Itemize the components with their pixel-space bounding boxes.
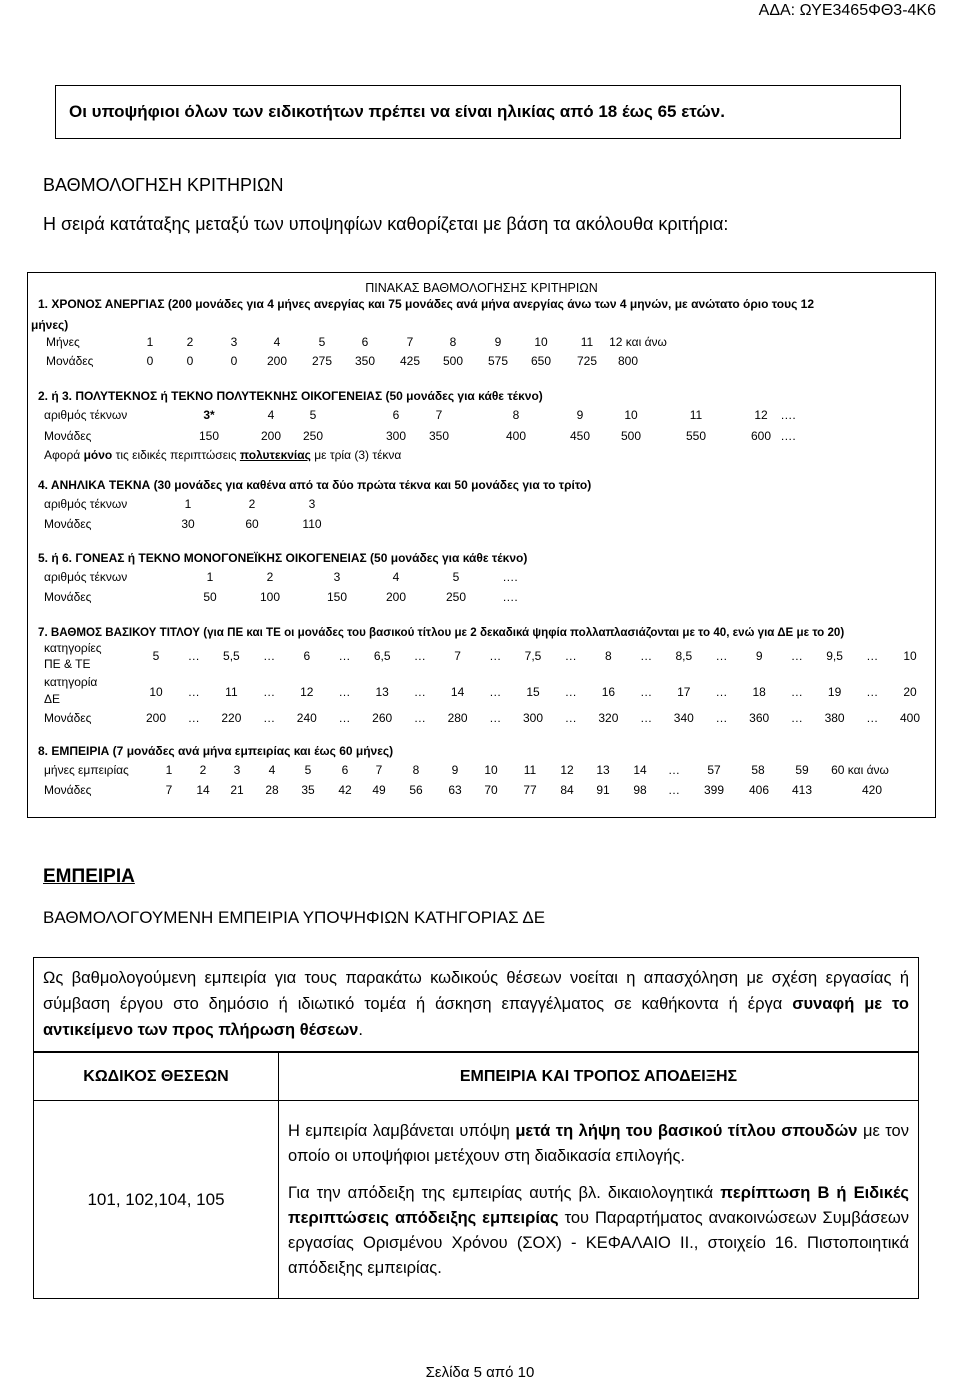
c7-row3-cell-19: … — [866, 711, 879, 725]
c8-row1-cell-2: 3 — [233, 763, 241, 777]
c8-row2-cell-3: 28 — [265, 783, 279, 797]
c7-row1-cell-16: 9 — [755, 649, 763, 663]
c8-row1-cell-16: 58 — [751, 763, 765, 777]
c8-row1-label: μήνες εμπειρίας — [44, 763, 129, 777]
c7-row2-label-a: κατηγορία — [44, 675, 98, 689]
c4-title: 4. ΑΝΗΛΙΚΑ ΤΕΚΝΑ (30 μονάδες για καθένα από τα δύο πρώτα τέκνα και 50 μονάδες για το τρίτο) — [38, 478, 592, 492]
c8-row1-cell-7: 8 — [412, 763, 420, 777]
experience-rule-paragraph: Η εμπειρία λαμβάνεται υπόψη μετά τη λήψη του βασικού τίτλου σπουδών με τον οποίο οι υποψήφιοι μετέχουν στη διαδικασία επιλογής. — [288, 1121, 909, 1165]
c8-row2-cell-9: 70 — [484, 783, 498, 797]
c7-row1-cell-3: … — [263, 649, 276, 663]
c1-row2-cell-3: 200 — [266, 354, 288, 368]
c4-row2-cell-1: 60 — [245, 517, 259, 531]
c7-row2-label-b: ΔΕ — [44, 692, 61, 706]
c5-row1-cell-5: …. — [502, 570, 518, 584]
position-codes: 101, 102,104, 105 — [34, 1101, 279, 1299]
c7-row3-cell-11: … — [564, 711, 577, 725]
c1-row1-cell-4: 5 — [318, 335, 326, 349]
c4-row2-label: Μονάδες — [44, 517, 92, 531]
c1-row2-cell-1: 0 — [186, 354, 194, 368]
c7-row3-cell-12: 320 — [598, 711, 619, 725]
c7-row3-cell-17: … — [790, 711, 803, 725]
c1-row2-cell-7: 500 — [442, 354, 464, 368]
c7-row2-cell-10: 15 — [526, 685, 540, 699]
c7-row3-cell-0: 200 — [145, 711, 167, 725]
c1-row1-cell-6: 7 — [406, 335, 414, 349]
c7-row2-cell-4: 12 — [300, 685, 314, 699]
c1-row1-cell-1: 2 — [186, 335, 194, 349]
c1-row2-cell-2: 0 — [230, 354, 238, 368]
c7-row3-cell-6: 260 — [372, 711, 393, 725]
c8-row1-cell-1: 2 — [199, 763, 207, 777]
experience-definition-box — [33, 957, 919, 1052]
c5-title: 5. ή 6. ΓΟΝΕΑΣ ή ΤΕΚΝΟ ΜΟΝΟΓΟΝΕΪΚΗΣ ΟΙΚΟΓΕΝΕΙΑΣ (50 μονάδες για κάθε τέκνο) — [38, 551, 528, 565]
c8-row1-cell-9: 10 — [484, 763, 498, 777]
c7-row3-cell-2: 220 — [221, 711, 242, 725]
c7-row2-cell-20: 20 — [903, 685, 917, 699]
c7-row2-cell-3: … — [263, 685, 276, 699]
c2-row2-cell-0: 150 — [198, 429, 220, 443]
c7-row3-cell-14: 340 — [673, 711, 694, 725]
age-notice-text: Οι υποψήφιοι όλων των ειδικοτήτων πρέπει να είναι ηλικίας από 18 έως 65 ετών. — [69, 102, 725, 121]
c2-note: Αφορά μόνο τις ειδικές περιπτώσεις πολυτεκνίας με τρία (3) τέκνα — [44, 448, 402, 462]
c2-row2-label: Μονάδες — [44, 429, 92, 443]
c7-row2-cell-19: … — [866, 685, 879, 699]
c7-row1-cell-8: 7 — [454, 649, 461, 663]
c7-row3-cell-4: 240 — [296, 711, 317, 725]
c7-row2-cell-16: 18 — [752, 685, 766, 699]
c7-row1-cell-4: 6 — [303, 649, 311, 663]
c8-row1-cell-10: 11 — [523, 763, 537, 777]
c7-row3-cell-16: 360 — [749, 711, 770, 725]
c8-row2-cell-8: 63 — [448, 783, 462, 797]
c7-row2-cell-8: 14 — [450, 685, 465, 699]
c8-row2-cell-18: 420 — [861, 783, 883, 797]
c7-row1-cell-11: … — [564, 649, 577, 663]
c1-row2-cell-9: 650 — [530, 354, 552, 368]
c1-row1-label: Μήνες — [46, 335, 80, 349]
criteria-intro: Η σειρά κατάταξης μεταξύ των υποψηφίων καθορίζεται με βάση τα ακόλουθα κριτήρια: — [43, 214, 729, 234]
c1-row1-cell-11: 12 και άνω — [609, 335, 667, 349]
c8-title: 8. ΕΜΠΕΙΡΙΑ (7 μονάδες ανά μήνα εμπειρίας και έως 60 μήνες) — [38, 744, 394, 758]
c8-row2-cell-4: 35 — [301, 783, 315, 797]
c5-row1-cell-2: 3 — [333, 570, 341, 584]
c1-row2-cell-6: 425 — [399, 354, 421, 368]
c2-row1-cell-8: 11 — [689, 408, 703, 422]
c1-row2-cell-8: 575 — [487, 354, 509, 368]
c2-row1-cell-2: 5 — [309, 408, 317, 422]
c8-row2-cell-0: 7 — [165, 783, 173, 797]
c4-row1-label: αριθμός τέκνων — [44, 497, 128, 511]
c7-row3-cell-5: … — [338, 711, 351, 725]
c8-row2-cell-16: 406 — [748, 783, 770, 797]
c1-row1-cell-0: 1 — [146, 335, 154, 349]
c2-row2-cell-6: 450 — [569, 429, 591, 443]
c2-row1-cell-7: 10 — [624, 408, 638, 422]
c7-row1-cell-14: 8,5 — [675, 649, 693, 663]
c7-row2-cell-7: … — [413, 685, 426, 699]
c7-row1-label-b: ΠΕ & ΤΕ — [44, 657, 91, 671]
c8-row1-cell-3: 4 — [268, 763, 276, 777]
c4-row1-cell-2: 3 — [308, 497, 316, 511]
c8-row1-cell-17: 59 — [795, 763, 809, 777]
c2-row2-cell-7: 500 — [620, 429, 642, 443]
c5-row1-cell-0: 1 — [206, 570, 214, 584]
c4-row2-cell-2: 110 — [302, 517, 322, 531]
c8-row1-cell-8: 9 — [451, 763, 459, 777]
c8-row1-cell-11: 12 — [560, 763, 574, 777]
c7-row2-cell-9: … — [489, 685, 502, 699]
c8-row2-cell-14: … — [668, 783, 680, 797]
c2-title: 2. ή 3. ΠΟΛΥΤΕΚΝΟΣ ή ΤΕΚΝΟ ΠΟΛΥΤΕΚΝΗΣ ΟΙΚΟΓΕΝΕΙΑΣ (50 μονάδες για κάθε τέκνο) — [38, 389, 543, 403]
c8-row2-cell-7: 56 — [409, 783, 423, 797]
c1-row1-cell-9: 10 — [534, 335, 548, 349]
c8-row1-cell-5: 6 — [341, 763, 349, 777]
c7-row2-cell-13: … — [640, 685, 653, 699]
c7-row2-cell-1: … — [187, 685, 200, 699]
c7-row2-cell-0: 10 — [149, 685, 163, 699]
c8-row2-cell-6: 49 — [372, 783, 386, 797]
c7-row2-cell-12: 16 — [601, 685, 616, 699]
c5-row2-label: Μονάδες — [44, 590, 92, 604]
c1-row2-cell-10: 725 — [576, 354, 598, 368]
c7-row1-cell-1: … — [187, 649, 200, 663]
c7-row2-cell-15: … — [715, 685, 728, 699]
c7-row2-cell-11: … — [564, 685, 577, 699]
c4-row1-cell-0: 1 — [184, 497, 192, 511]
c4-row2-cell-0: 30 — [181, 517, 195, 531]
age-notice-box — [55, 85, 901, 139]
c2-row1-cell-6: 9 — [576, 408, 584, 422]
c7-row1-cell-17: … — [790, 649, 803, 663]
c7-row2-cell-6: 13 — [375, 685, 389, 699]
c1-row2-cell-4: 275 — [311, 354, 333, 368]
experience-subheading: ΒΑΘΜΟΛΟΓΟΥΜΕΝΗ ΕΜΠΕΙΡΙΑ ΥΠΟΨΗΦΙΩΝ ΚΑΤΗΓΟΡΙΑΣ ΔΕ — [43, 908, 546, 927]
c1-row1-cell-5: 6 — [361, 335, 369, 349]
c8-row1-cell-14: … — [668, 763, 680, 777]
c2-row1-cell-10: …. — [780, 408, 796, 422]
c8-row1-cell-13: 14 — [633, 763, 647, 777]
c7-row1-cell-13: … — [640, 649, 653, 663]
experience-col-header: ΕΜΠΕΙΡΙΑ ΚΑΙ ΤΡΟΠΟΣ ΑΠΟΔΕΙΞΗΣ — [279, 1053, 919, 1101]
experience-proof-paragraph: Για την απόδειξη της εμπειρίας αυτής βλ. δικαιολογητικά περίπτωση Β ή Ειδικές περιπτώσεις απόδειξης εμπειρίας του Παραρτήματος ανακοινώσεων Συμβάσεων εργασίας Ορισμένου Χρόνου (ΣΟΧ) - ΚΕΦΑΛΑΙΟ ΙΙ., στοιχείο 16. Πιστοποιητικά απόδειξης εμπειρίας. — [288, 1183, 909, 1277]
c7-row3-label: Μονάδες — [44, 711, 92, 725]
c8-row2-cell-5: 42 — [338, 783, 352, 797]
c2-row1-cell-1: 4 — [267, 408, 275, 422]
c2-row2-cell-2: 250 — [302, 429, 324, 443]
c7-title: 7. ΒΑΘΜΟΣ ΒΑΣΙΚΟΥ ΤΙΤΛΟΥ (για ΠΕ και ΤΕ οι μονάδες του βασικού τίτλου με 2 δεκαδικά ψηφία πολλαπλασιάζονται με το 40, ενώ για ΔΕ με το 20) — [38, 626, 845, 639]
c7-row1-cell-5: … — [338, 649, 351, 663]
experience-definition-text: Ως βαθμολογούμενη εμπειρία για τους παρακάτω κωδικούς θέσεων νοείται η απασχόληση με σχέση εργασίας ή σύμβαση έργου στο δημόσιο ή ιδιωτικό τομέα ή άσκηση επαγγέλματος σε καθήκοντα ή έργα συναφή με το αντικείμενο των προς πλήρωση θέσεων. — [43, 969, 910, 1039]
c7-row1-cell-0: 5 — [152, 649, 160, 663]
c7-row3-cell-3: … — [263, 711, 276, 725]
c1-row1-cell-8: 9 — [494, 335, 502, 349]
c1-row1-cell-10: 11 — [580, 335, 594, 349]
c8-row1-cell-15: 57 — [707, 763, 721, 777]
c7-row1-cell-19: … — [866, 649, 879, 663]
c8-row2-cell-2: 21 — [230, 783, 244, 797]
criteria-heading: ΒΑΘΜΟΛΟΓΗΣΗ ΚΡΙΤΗΡΙΩΝ — [43, 175, 284, 195]
c2-row2-cell-10: …. — [780, 429, 796, 443]
c5-row2-cell-2: 150 — [326, 590, 348, 604]
c7-row3-cell-18: 380 — [824, 711, 845, 725]
c1-row1-cell-7: 8 — [449, 335, 457, 349]
c1-row2-label: Μονάδες — [46, 354, 94, 368]
c7-row3-cell-1: … — [187, 711, 200, 725]
c2-row2-cell-8: 550 — [685, 429, 707, 443]
c8-row2-cell-12: 91 — [596, 783, 610, 797]
c8-row1-cell-12: 13 — [596, 763, 610, 777]
c8-row2-cell-11: 84 — [560, 783, 574, 797]
c5-row1-label: αριθμός τέκνων — [44, 570, 128, 584]
c2-row1-cell-9: 12 — [754, 408, 768, 422]
c1-row1-cell-2: 3 — [230, 335, 238, 349]
c5-row1-cell-3: 4 — [392, 570, 400, 584]
c5-row1-cell-1: 2 — [266, 570, 274, 584]
c1-row2-cell-5: 350 — [354, 354, 376, 368]
c5-row2-cell-3: 200 — [385, 590, 407, 604]
c7-row1-cell-12: 8 — [605, 649, 612, 663]
c2-row1-cell-3: 6 — [392, 408, 400, 422]
c7-row1-cell-2: 5,5 — [223, 649, 240, 663]
c7-row1-cell-10: 7,5 — [524, 649, 542, 663]
c7-row2-cell-5: … — [338, 685, 351, 699]
c2-row1-cell-4: 7 — [435, 408, 443, 422]
c7-row1-cell-20: 10 — [903, 649, 917, 663]
c7-row3-cell-10: 300 — [522, 711, 544, 725]
c7-row3-cell-9: … — [489, 711, 502, 725]
c8-row1-cell-18: 60 και άνω — [831, 763, 889, 777]
c7-row1-cell-18: 9,5 — [826, 649, 843, 663]
c7-row3-cell-8: 280 — [447, 711, 468, 725]
codes-table — [33, 1052, 919, 1299]
c7-row3-cell-7: … — [413, 711, 426, 725]
c8-row2-cell-15: 399 — [703, 783, 725, 797]
c7-row1-cell-6: 6,5 — [373, 649, 391, 663]
criteria-table-title: ΠΙΝΑΚΑΣ ΒΑΘΜΟΛΟΓΗΣΗΣ ΚΡΙΤΗΡΙΩΝ — [365, 281, 598, 295]
c5-row2-cell-4: 250 — [445, 590, 467, 604]
c5-row2-cell-1: 100 — [259, 590, 281, 604]
c7-row2-cell-18: 19 — [827, 685, 842, 699]
c8-row2-cell-10: 77 — [523, 783, 537, 797]
experience-heading: ΕΜΠΕΙΡΙΑ — [43, 866, 135, 887]
c1-row2-cell-11: 800 — [617, 354, 639, 368]
experience-proof-cell — [279, 1101, 919, 1299]
page-number: Σελίδα 5 από 10 — [425, 1364, 535, 1381]
c7-row3-cell-15: … — [715, 711, 728, 725]
c8-row1-cell-0: 1 — [165, 763, 173, 777]
c7-row1-cell-7: … — [413, 649, 426, 663]
c7-row1-label-a: κατηγορίες — [44, 641, 102, 655]
c8-row1-cell-4: 5 — [304, 763, 312, 777]
c2-row2-cell-1: 200 — [260, 429, 282, 443]
c7-row1-cell-15: … — [715, 649, 728, 663]
c2-row2-cell-3: 300 — [385, 429, 407, 443]
c4-row1-cell-1: 2 — [248, 497, 256, 511]
c5-row2-cell-0: 50 — [203, 590, 217, 604]
c1-row1-cell-3: 4 — [273, 335, 281, 349]
c5-row2-cell-5: …. — [502, 590, 518, 604]
c7-row3-cell-13: … — [640, 711, 653, 725]
document-code: ΑΔΑ: ΩΥΕ3465ΦΘ3-4Κ6 — [758, 2, 936, 19]
c1-row2-cell-0: 0 — [146, 354, 154, 368]
c1-title: 1. ΧΡΟΝΟΣ ΑΝΕΡΓΙΑΣ (200 μονάδες για 4 μήνες ανεργίας και 75 μονάδες ανά μήνα ανεργίας άνω των 4 μηνών, με ανώτατο όριο τους 12 — [38, 297, 815, 311]
c8-row2-cell-17: 413 — [791, 783, 813, 797]
codes-col-header: ΚΩΔΙΚΟΣ ΘΕΣΕΩΝ — [34, 1053, 279, 1101]
c2-row2-cell-5: 400 — [505, 429, 527, 443]
c8-row2-label: Μονάδες — [44, 783, 92, 797]
c2-row2-cell-4: 350 — [428, 429, 450, 443]
c7-row1-cell-9: … — [489, 649, 502, 663]
c5-row1-cell-4: 5 — [452, 570, 460, 584]
c7-row2-cell-14: 17 — [677, 685, 691, 699]
c7-row3-cell-20: 400 — [899, 711, 921, 725]
c2-row1-cell-5: 8 — [512, 408, 520, 422]
c8-row2-cell-13: 98 — [633, 783, 647, 797]
c7-row2-cell-2: 11 — [225, 685, 238, 699]
c2-row1-label: αριθμός τέκνων — [44, 408, 128, 422]
c1-title-cont: μήνες) — [31, 318, 69, 332]
c8-row1-cell-6: 7 — [375, 763, 383, 777]
c2-row2-cell-9: 600 — [750, 429, 772, 443]
criteria-table-box — [27, 272, 936, 818]
c2-row1-cell-0: 3* — [203, 408, 215, 422]
c8-row2-cell-1: 14 — [196, 783, 210, 797]
c7-row2-cell-17: … — [790, 685, 803, 699]
